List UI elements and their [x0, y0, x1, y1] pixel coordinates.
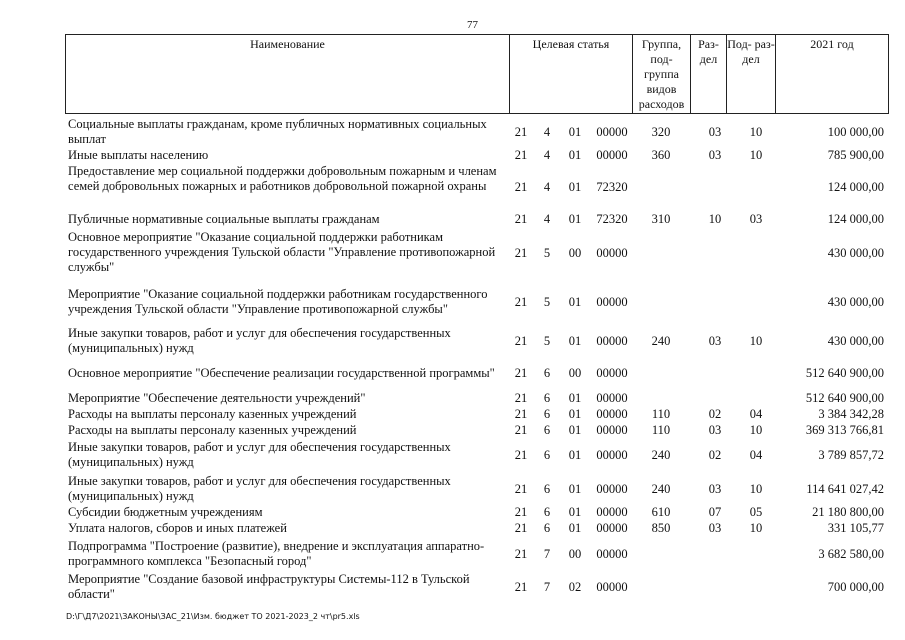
target-code-1: 21	[514, 407, 528, 421]
expense-group: 310	[651, 212, 671, 226]
target-code-2: 4	[543, 148, 551, 162]
target-code-1: 21	[514, 295, 528, 309]
target-code-4: 00000	[596, 246, 628, 260]
target-code-3: 01	[568, 521, 582, 535]
target-code-4: 00000	[596, 295, 628, 309]
target-code-1: 21	[514, 366, 528, 380]
table-header	[65, 34, 889, 114]
header-expense-group: Группа, под- группа видов расходов	[632, 35, 690, 113]
target-code-1: 21	[514, 180, 528, 194]
target-code-2: 6	[543, 366, 551, 380]
target-code-3: 01	[568, 448, 582, 462]
amount-2021: 3 682 580,00	[818, 547, 884, 561]
amount-2021: 331 105,77	[827, 521, 884, 535]
row-name: Социальные выплаты гражданам, кроме публичных нормативных социальных выплат	[68, 117, 487, 146]
target-code-1: 21	[514, 391, 528, 405]
target-code-3: 01	[568, 295, 582, 309]
target-code-2: 5	[543, 295, 551, 309]
target-code-4: 00000	[596, 580, 628, 594]
target-code-4: 00000	[596, 505, 628, 519]
subsection-code: 10	[749, 148, 763, 162]
header-section: Раз- дел	[690, 35, 726, 113]
page-number: 77	[467, 19, 478, 31]
target-code-2: 7	[543, 580, 551, 594]
amount-2021: 124 000,00	[827, 180, 884, 194]
target-code-1: 21	[514, 448, 528, 462]
row-name: Иные выплаты населению	[68, 148, 209, 162]
target-code-4: 00000	[596, 391, 628, 405]
section-code: 10	[708, 212, 722, 226]
subsection-code: 10	[749, 125, 763, 139]
row-name: Публичные нормативные социальные выплаты гражданам	[68, 212, 380, 226]
row-name: Мероприятие "Создание базовой инфраструктуры Системы-112 в Тульской области"	[68, 572, 470, 601]
header-name: Наименование	[250, 37, 325, 51]
target-code-3: 01	[568, 212, 582, 226]
section-code: 03	[708, 334, 722, 348]
amount-2021: 114 641 027,42	[806, 482, 884, 496]
target-code-2: 6	[543, 423, 551, 437]
target-code-1: 21	[514, 125, 528, 139]
target-code-2: 7	[543, 547, 551, 561]
target-code-1: 21	[514, 580, 528, 594]
amount-2021: 3 384 342,28	[818, 407, 884, 421]
target-code-1: 21	[514, 423, 528, 437]
section-code: 03	[708, 125, 722, 139]
row-name: Иные закупки товаров, работ и услуг для обеспечения государственных (муниципальных) нужд	[68, 440, 451, 469]
row-name: Подпрограмма "Построение (развитие), внедрение и эксплуатация аппаратно-программного комплекса "Безопасный город"	[68, 539, 485, 568]
expense-group: 850	[651, 521, 671, 535]
subsection-code: 04	[749, 448, 763, 462]
target-code-3: 00	[568, 246, 582, 260]
expense-group: 110	[651, 407, 671, 421]
amount-2021: 21 180 800,00	[812, 505, 884, 519]
amount-2021: 430 000,00	[827, 334, 884, 348]
target-code-3: 00	[568, 547, 582, 561]
target-code-4: 00000	[596, 482, 628, 496]
target-code-4: 00000	[596, 366, 628, 380]
row-name: Основное мероприятие "Оказание социальной поддержки работникам государственного учреждения Тульской области "Управление противопожарной службы"	[68, 230, 496, 274]
target-code-4: 00000	[596, 407, 628, 421]
target-code-4: 00000	[596, 423, 628, 437]
row-name: Уплата налогов, сборов и иных платежей	[68, 521, 287, 535]
amount-2021: 700 000,00	[827, 580, 884, 594]
target-code-4: 72320	[596, 212, 628, 226]
expense-group: 360	[651, 148, 671, 162]
expense-group: 110	[651, 423, 671, 437]
target-code-2: 6	[543, 521, 551, 535]
amount-2021: 430 000,00	[827, 295, 884, 309]
target-code-1: 21	[514, 547, 528, 561]
target-code-1: 21	[514, 148, 528, 162]
row-name: Расходы на выплаты персоналу казенных учреждений	[68, 407, 357, 421]
subsection-code: 10	[749, 334, 763, 348]
section-code: 03	[708, 521, 722, 535]
target-code-3: 01	[568, 125, 582, 139]
row-name: Иные закупки товаров, работ и услуг для обеспечения государственных (муниципальных) нужд	[68, 326, 451, 355]
amount-2021: 124 000,00	[827, 212, 884, 226]
expense-group: 610	[651, 505, 671, 519]
expense-group: 240	[651, 448, 671, 462]
target-code-2: 6	[543, 391, 551, 405]
target-code-4: 00000	[596, 334, 628, 348]
section-code: 02	[708, 448, 722, 462]
target-code-4: 00000	[596, 148, 628, 162]
row-name: Субсидии бюджетным учреждениям	[68, 505, 263, 519]
amount-2021: 430 000,00	[827, 246, 884, 260]
subsection-code: 03	[749, 212, 763, 226]
target-code-3: 01	[568, 334, 582, 348]
section-code: 02	[708, 407, 722, 421]
target-code-1: 21	[514, 212, 528, 226]
target-code-2: 6	[543, 505, 551, 519]
target-code-2: 6	[543, 407, 551, 421]
expense-group: 240	[651, 334, 671, 348]
target-code-3: 01	[568, 482, 582, 496]
row-name: Иные закупки товаров, работ и услуг для обеспечения государственных (муниципальных) нужд	[68, 474, 451, 503]
section-code: 03	[708, 482, 722, 496]
header-subsection: Под- раз- дел	[726, 35, 775, 113]
target-code-2: 6	[543, 448, 551, 462]
target-code-4: 00000	[596, 125, 628, 139]
target-code-1: 21	[514, 334, 528, 348]
expense-group: 320	[651, 125, 671, 139]
target-code-4: 00000	[596, 547, 628, 561]
target-code-4: 00000	[596, 521, 628, 535]
target-code-3: 01	[568, 391, 582, 405]
target-code-2: 4	[543, 212, 551, 226]
target-code-3: 01	[568, 407, 582, 421]
subsection-code: 05	[749, 505, 763, 519]
target-code-2: 4	[543, 125, 551, 139]
target-code-2: 5	[543, 334, 551, 348]
section-code: 07	[708, 505, 722, 519]
amount-2021: 369 313 766,81	[805, 423, 884, 437]
row-name: Мероприятие "Оказание социальной поддержки работникам государственного учреждения Тульской области "Управление противопожарной службы"	[68, 287, 488, 316]
header-target-article: Целевая статья	[509, 35, 632, 113]
amount-2021: 100 000,00	[827, 125, 884, 139]
amount-2021: 512 640 900,00	[805, 391, 884, 405]
row-name: Предоставление мер социальной поддержки добровольным пожарным и членам семей добровольных пожарных и работников добровольной пожарной охраны	[68, 164, 497, 193]
target-code-2: 4	[543, 180, 551, 194]
target-code-3: 01	[568, 505, 582, 519]
amount-2021: 785 900,00	[827, 148, 884, 162]
target-code-1: 21	[514, 521, 528, 535]
row-name: Основное мероприятие "Обеспечение реализации государственной программы"	[68, 366, 495, 380]
target-code-3: 02	[568, 580, 582, 594]
target-code-1: 21	[514, 482, 528, 496]
subsection-code: 10	[749, 423, 763, 437]
target-code-2: 6	[543, 482, 551, 496]
target-code-4: 00000	[596, 448, 628, 462]
target-code-3: 01	[568, 423, 582, 437]
expense-group: 240	[651, 482, 671, 496]
target-code-1: 21	[514, 246, 528, 260]
target-code-2: 5	[543, 246, 551, 260]
section-code: 03	[708, 423, 722, 437]
amount-2021: 512 640 900,00	[805, 366, 884, 380]
target-code-1: 21	[514, 505, 528, 519]
subsection-code: 04	[749, 407, 763, 421]
target-code-3: 01	[568, 148, 582, 162]
row-name: Расходы на выплаты персоналу казенных учреждений	[68, 423, 357, 437]
file-path-footer: D:\Г\Д7\2021\ЗАКОНЫ\ЗАС_21\Изм. бюджет ТО 2021-2023_2 чт\pr5.xls	[66, 612, 360, 621]
amount-2021: 3 789 857,72	[818, 448, 884, 462]
header-year: 2021 год	[775, 35, 888, 113]
target-code-3: 00	[568, 366, 582, 380]
subsection-code: 10	[749, 521, 763, 535]
row-name: Мероприятие "Обеспечение деятельности учреждений"	[68, 391, 366, 405]
target-code-4: 72320	[596, 180, 628, 194]
target-code-3: 01	[568, 180, 582, 194]
section-code: 03	[708, 148, 722, 162]
subsection-code: 10	[749, 482, 763, 496]
